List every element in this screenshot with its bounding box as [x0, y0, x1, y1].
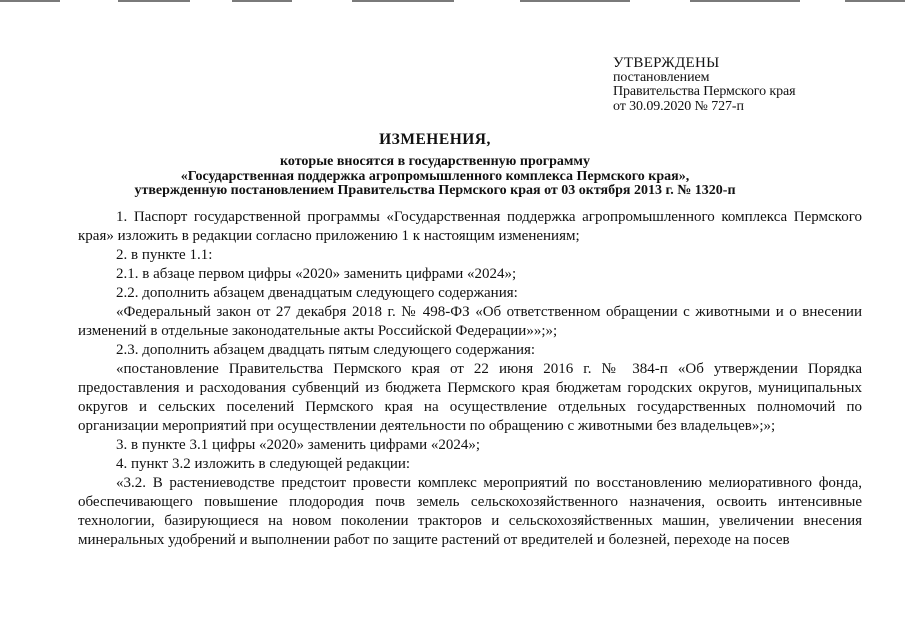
quote-federal-law: «Федеральный закон от 27 декабря 2018 г. № 498-ФЗ «Об ответственном обращении с животными и о внесении изменений в отдельные законодательные акты Российской Федерации»»;»;: [78, 304, 862, 339]
paragraph-1: 1. Паспорт государственной программы «Государственная поддержка агропромышленного комплекса Пермского края» изложить в редакции согласно приложению 1 к настоящим изменениям;: [78, 209, 862, 244]
paragraph-2-2: 2.2. дополнить абзацем двенадцатым следующего содержания:: [116, 285, 518, 301]
paragraph-2-1: 2.1. в абзаце первом цифры «2020» заменить цифрами «2024»;: [116, 266, 517, 282]
paragraph-4: 4. пункт 3.2 изложить в следующей редакции:: [116, 456, 411, 472]
document-title: [20, 131, 850, 199]
quote-resolution: «постановление Правительства Пермского края от 22 июня 2016 г. № 384-п «Об утверждении Порядка предоставления и расходования субвенций из бюджета Пермского края бюджетам городских округов, муниципальных округов и сельских поселений Пермского края на осуществление отдельных государственных полномочий по организации мероприятий при осуществлении деятельности по обращению с животными без владельцев»;»;: [78, 361, 862, 434]
approval-stamp: [613, 56, 795, 114]
title-line: утвержденную постановлением Правительства Пермского края от 03 октября 2013 г. № 1320-п: [134, 183, 736, 198]
title-line: которые вносятся в государственную программу: [280, 154, 590, 169]
approval-line: постановлением: [613, 69, 710, 85]
paragraph-2: 2. в пункте 1.1:: [116, 247, 213, 263]
paragraph-3: 3. в пункте 3.1 цифры «2020» заменить цифрами «2024»;: [116, 437, 481, 453]
document-body: [78, 208, 862, 550]
approval-heading: УТВЕРЖДЕНЫ: [613, 55, 720, 71]
quote-section-3-2: «3.2. В растениеводстве предстоит провести комплекс мероприятий по восстановлению мелиоративного фонда, обеспечивающего повышение плодородия почв земель сельскохозяйственного назначения, освоить интенсивные технологии, базирующиеся на новом поколении тракторов и сельскохозяйственных машин, увеличении внесения минеральных удобрений и выполнении работ по защите растений от вредителей и болезней, переходе на посев: [78, 475, 862, 548]
approval-line: от 30.09.2020 № 727-п: [613, 98, 744, 114]
title-line: «Государственная поддержка агропромышленного комплекса Пермского края»,: [180, 168, 690, 184]
paragraph-2-3: 2.3. дополнить абзацем двадцать пятым следующего содержания:: [116, 342, 536, 358]
scan-top-edge: [0, 0, 905, 3]
approval-line: Правительства Пермского края: [613, 84, 796, 99]
title-main: ИЗМЕНЕНИЯ,: [379, 131, 491, 148]
